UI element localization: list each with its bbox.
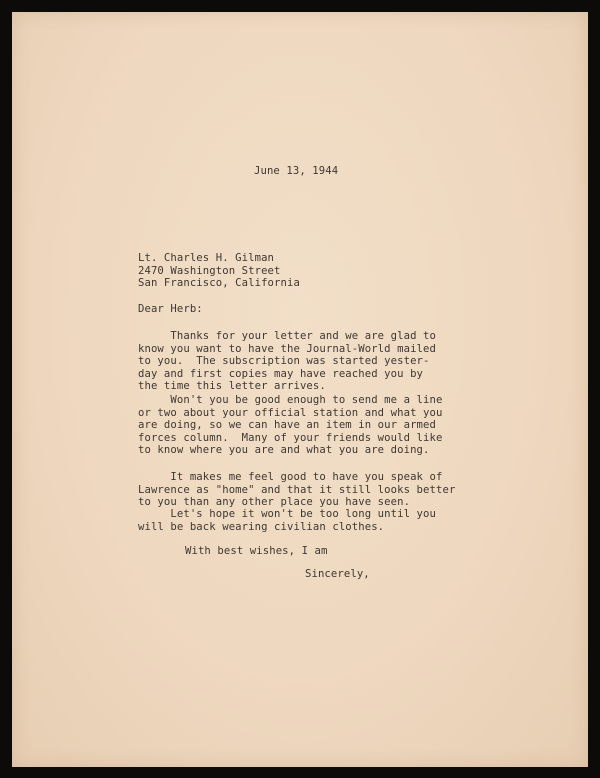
paragraph-3: It makes me feel good to have you speak of Lawrence as "home" and that it still looks better to you than any other place you have seen. (138, 471, 456, 509)
letter-date: June 13, 1944 (254, 165, 339, 177)
closing-line: With best wishes, I am (185, 545, 328, 557)
signoff: Sincerely, (305, 568, 370, 580)
recipient-address (138, 252, 300, 290)
recipient-street: 2470 Washington Street (138, 264, 281, 277)
recipient-city: San Francisco, California (138, 277, 300, 290)
salutation: Dear Herb: (138, 303, 203, 315)
paragraph-4: Let's hope it won't be too long until you will be back wearing civilian clothes. (138, 508, 436, 533)
paragraph-2: Won't you be good enough to send me a line or two about your official station and what you are doing, so we can have an item in our armed forces column. Many of your friends would like to know where you are and what you are doing. (138, 394, 443, 457)
paragraph-1: Thanks for your letter and we are glad to know you want to have the Journal-World mailed to you. The subscription was started yester- day and first copies may have reached you by the time this letter arrives. (138, 330, 436, 393)
recipient-name: Lt. Charles H. Gilman (138, 252, 275, 264)
letter-page (12, 12, 588, 767)
